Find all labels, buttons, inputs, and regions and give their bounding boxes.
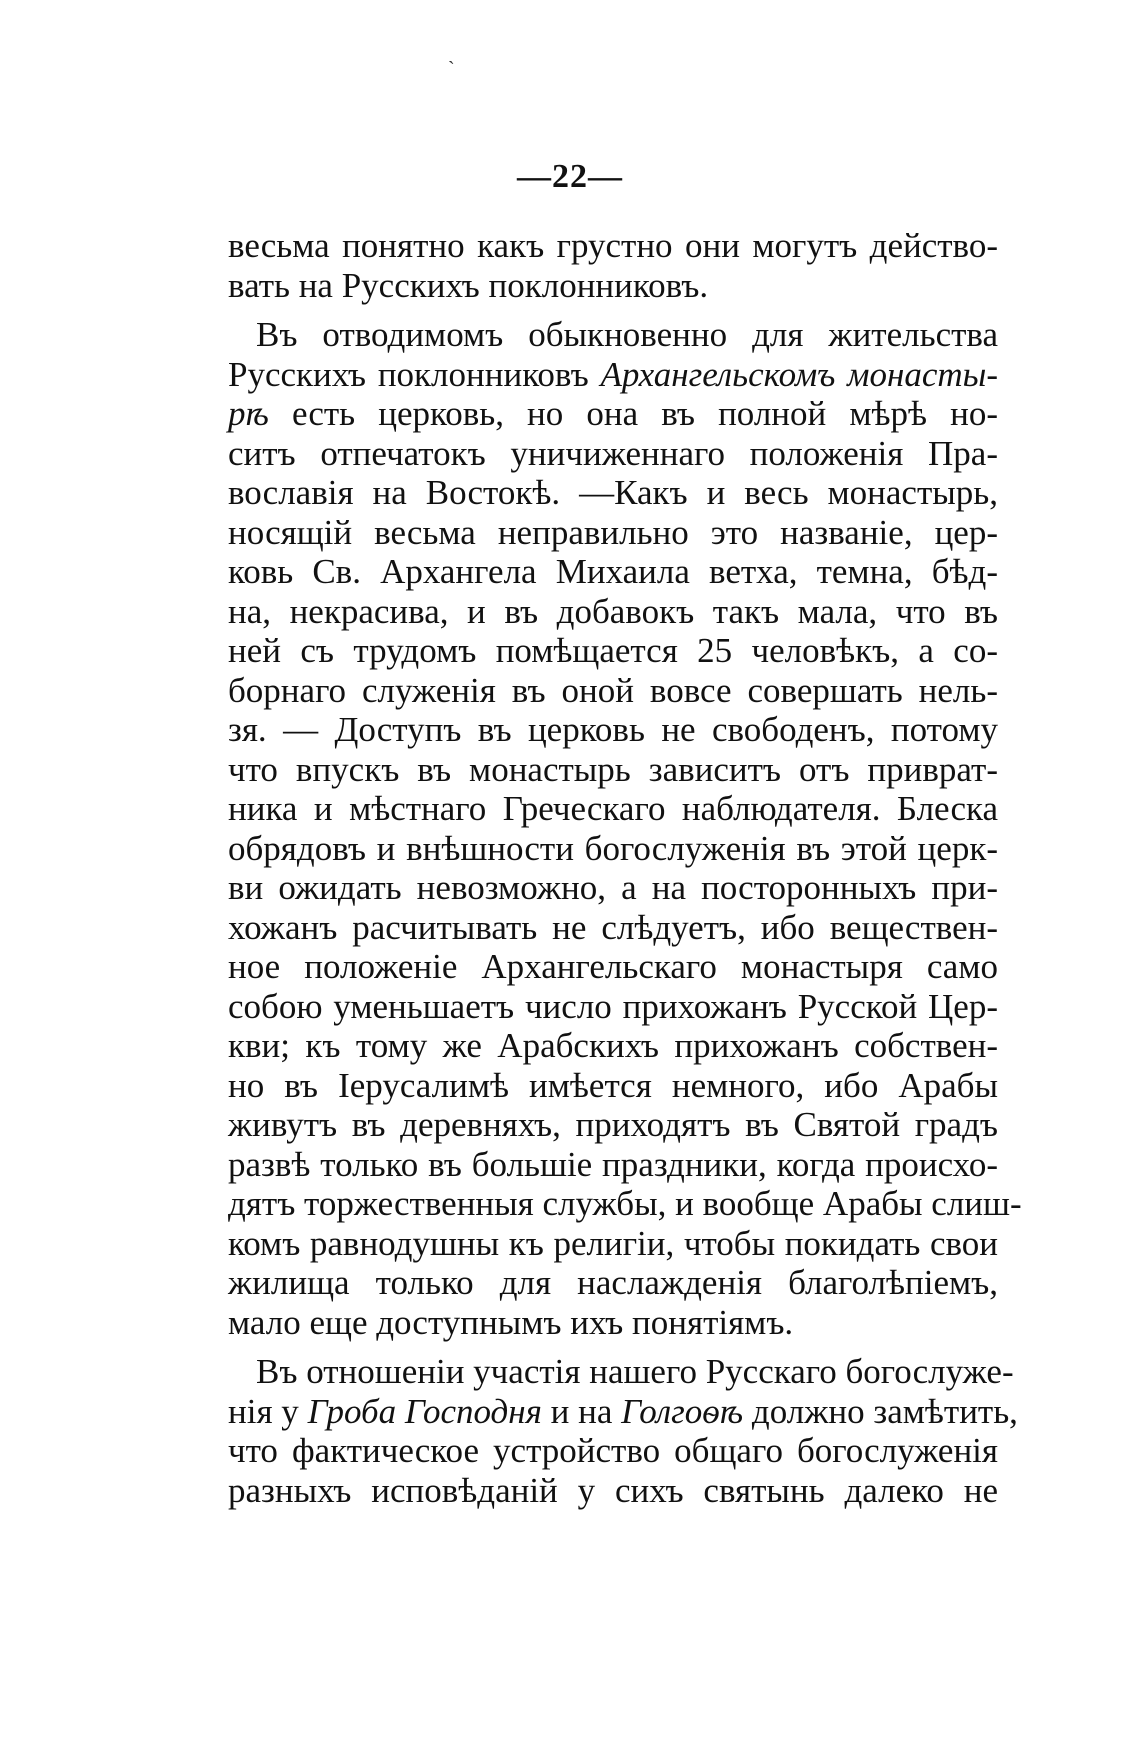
text-line: вать на Русскихъ поклонниковъ.	[228, 265, 709, 305]
italic-text: Архангельскомъ монасты-	[600, 354, 998, 394]
text-run: есть церковь, но она въ полной мѣрѣ но-	[268, 394, 998, 433]
text-line: ви ожидать невозможно, а на посторонныхъ при-	[228, 868, 998, 907]
text-line	[228, 394, 998, 434]
text-line: обрядовъ и внѣшности богослуженія въ этой церк-	[228, 828, 998, 868]
italic-text: рѣ	[228, 394, 269, 433]
text-line: зя. — Доступъ въ церковь не свободенъ, потому	[228, 710, 998, 749]
text-run: и на	[541, 1391, 622, 1431]
text-line: мало еще доступнымъ ихъ понятіямъ.	[228, 1302, 794, 1342]
paragraph-gap	[228, 305, 998, 315]
text-line: ситъ отпечатокъ уничиженнаго положенія Пра-	[228, 433, 998, 473]
text-line: комъ равнодушны къ религіи, чтобы покидать свои	[228, 1223, 998, 1263]
text-run: должно замѣтить,	[743, 1391, 1018, 1431]
italic-text: Голгоѳѣ	[621, 1391, 744, 1431]
text-line	[228, 1391, 1018, 1432]
text-line: собою уменьшаетъ число прихожанъ Русской Цер-	[228, 986, 998, 1026]
page-number: —22—	[517, 158, 623, 195]
text-line: на, некрасива, и въ добавокъ такъ мала, что въ	[228, 591, 998, 631]
text-line: хожанъ расчитывать не слѣдуетъ, ибо веществен-	[228, 907, 998, 947]
italic-text: Гроба Господня	[307, 1391, 542, 1431]
text-line: живутъ въ деревняхъ, приходятъ въ Святой градъ	[228, 1105, 998, 1144]
text-run: нія у	[228, 1391, 308, 1431]
text-line: дятъ торжественныя службы, и вообще Арабы слиш-	[228, 1184, 1022, 1223]
text-line: Въ отношеніи участія нашего Русскаго богослуже-	[256, 1352, 1014, 1391]
text-line: развѣ только въ большіе праздники, когда происхо-	[228, 1144, 998, 1184]
text-line: вославія на Востокѣ. —Какъ и весь монастырь,	[228, 473, 998, 512]
text-line: весьма понятно какъ грустно они могутъ действо-	[228, 226, 998, 265]
text-line	[228, 355, 998, 395]
text-line: жилища только для наслажденія благолѣпіемъ,	[228, 1263, 998, 1302]
text-line: что фактическое устройство общаго богослуженія	[228, 1431, 998, 1470]
text-line: что впускъ въ монастырь зависитъ отъ приврат-	[228, 749, 998, 789]
text-line: борнаго служенія въ оной вовсе совершать нель-	[228, 670, 998, 710]
paragraph	[228, 315, 1022, 1342]
text-run: Русскихъ поклонниковъ	[228, 354, 601, 394]
body-text	[228, 226, 1022, 1510]
text-line: ное положеніе Архангельскаго монастыря само	[228, 947, 998, 986]
text-line: носящій весьма неправильно это названіе, цер-	[228, 512, 998, 552]
text-line: ней съ трудомъ помѣщается 25 человѣкъ, а со-	[228, 631, 998, 670]
stray-mark: `	[448, 58, 455, 80]
text-line: ника и мѣстнаго Греческаго наблюдателя. Блеска	[228, 789, 998, 828]
text-line: Въ отводимомъ обыкновенно для жительства	[256, 315, 998, 354]
text-line: разныхъ исповѣданій у сихъ святынь далеко не	[228, 1470, 998, 1510]
paragraph	[228, 226, 998, 305]
text-line: но въ Іерусалимѣ имѣется немного, ибо Арабы	[228, 1065, 998, 1105]
paragraph	[228, 1352, 1018, 1510]
text-line: ковь Св. Архангела Михаила ветха, темна, бѣд-	[228, 552, 998, 591]
paragraph-gap	[228, 1342, 998, 1352]
text-line: кви; къ тому же Арабскихъ прихожанъ собствен-	[228, 1026, 998, 1065]
